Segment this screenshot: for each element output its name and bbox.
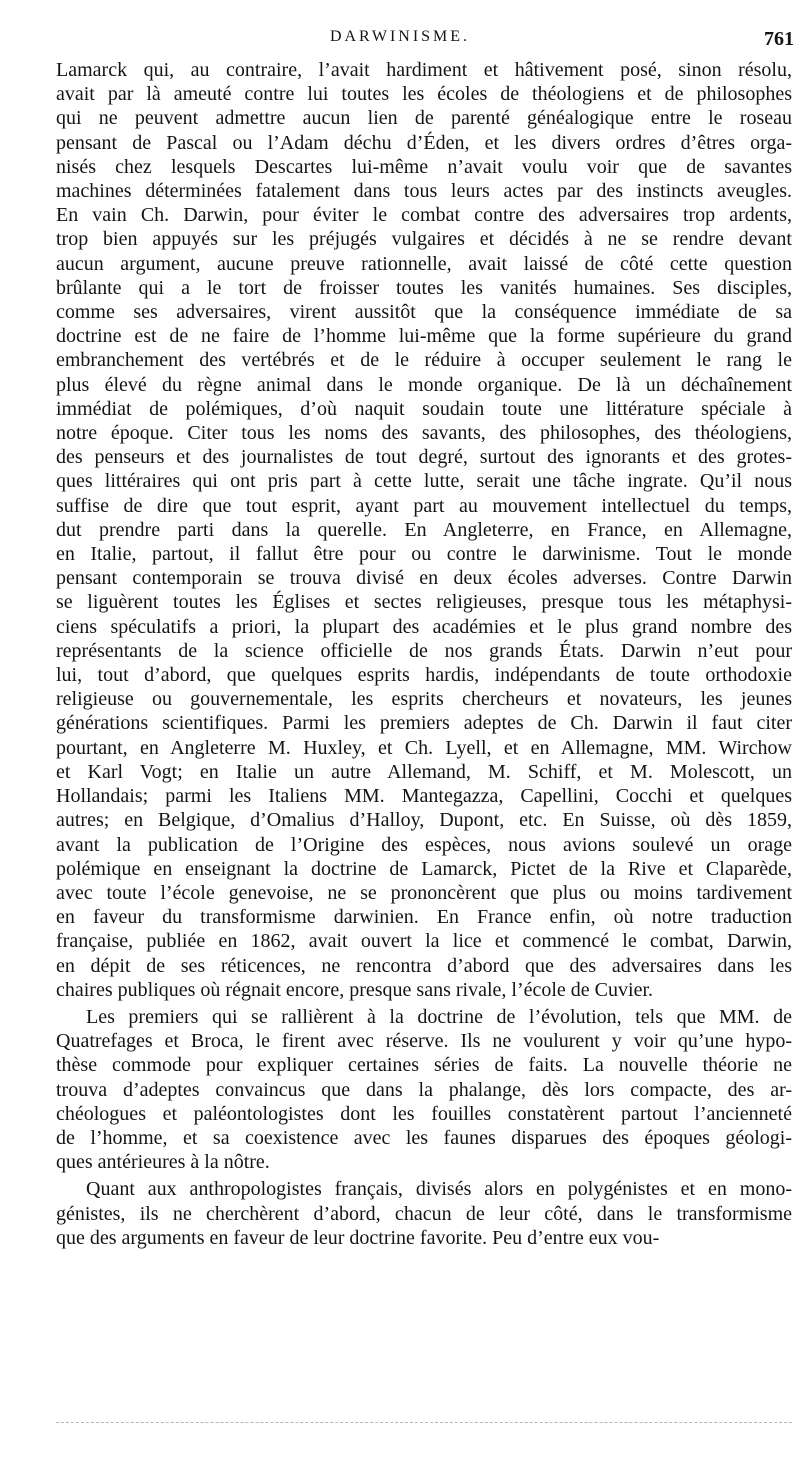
text-line: et Karl Vogt; en Italie un autre Allemand, M. Schiff, et M. Molescott, un xyxy=(56,760,792,783)
text-line: en Italie, partout, il fallut être pour ou contre le darwinisme. Tout le monde xyxy=(56,543,792,566)
paragraph-1 xyxy=(56,58,792,1002)
text-line: trouva d’adeptes convaincus que dans la phalange, dès lors compacte, des ar- xyxy=(56,1078,792,1101)
text-line: de l’homme, et sa coexistence avec les faunes disparues des époques géologi- xyxy=(56,1126,792,1149)
text-line: pensant de Pascal ou l’Adam déchu d’Éden, et les divers ordres d’êtres orga- xyxy=(56,131,792,154)
text-line: des penseurs et des journalistes de tout degré, surtout des ignorants et des grotes- xyxy=(56,446,792,469)
text-line: chaires publiques où régnait encore, presque sans rivale, l’école de Cuvier. xyxy=(56,978,654,1001)
page-number: 761 xyxy=(764,28,794,50)
text-line: aucun argument, aucune preuve rationnelle, avait laissé de côté cette question xyxy=(56,252,792,275)
text-line: trop bien appuyés sur les préjugés vulgaires et décidés à ne se rendre devant xyxy=(56,228,792,251)
text-line: en faveur du transformisme darwinien. En France enfin, où notre traduction xyxy=(56,906,792,929)
text-line: pensant contemporain se trouva divisé en deux écoles adverses. Contre Darwin xyxy=(56,567,792,590)
text-line: En vain Ch. Darwin, pour éviter le combat contre des adversaires trop ardents, xyxy=(56,204,792,227)
paragraph-3 xyxy=(56,1177,792,1250)
text-line: française, publiée en 1862, avait ouvert la lice et commencé le combat, Darwin, xyxy=(56,930,792,953)
text-line: Quatrefages et Broca, le firent avec réserve. Ils ne voulurent y voir qu’une hypo- xyxy=(56,1030,792,1053)
text-line: polémique en enseignant la doctrine de Lamarck, Pictet de la Rive et Claparède, xyxy=(56,857,792,880)
text-line: que des arguments en faveur de leur doctrine favorite. Peu d’entre eux vou- xyxy=(56,1226,660,1249)
text-line: brûlante qui a le tort de froisser toutes les vanités humaines. Ses disciples, xyxy=(56,276,792,299)
text-line: Hollandais; parmi les Italiens MM. Mantegazza, Capellini, Cocchi et quelques xyxy=(56,785,792,808)
text-line: Lamarck qui, au contraire, l’avait hardiment et hâtivement posé, sinon résolu, xyxy=(56,59,792,81)
text-line: chéologues et paléontologistes dont les fouilles constatèrent partout l’ancienneté xyxy=(56,1102,792,1125)
page-header xyxy=(0,28,800,56)
text-line: lui, tout d’abord, que quelques esprits hardis, indépendants de toute orthodoxie xyxy=(56,664,792,687)
text-line: Quant aux anthropologistes français, divisés alors en polygénistes et en mono- xyxy=(86,1178,792,1201)
text-line: autres; en Belgique, d’Omalius d’Halloy, Dupont, etc. En Suisse, où dès 1859, xyxy=(56,809,792,832)
text-line: se liguèrent toutes les Églises et sectes religieuses, presque tous les métaphysi- xyxy=(56,591,792,614)
text-line: avait par là ameuté contre lui toutes les écoles de théologiens et de philosophes xyxy=(56,83,792,106)
text-line: notre époque. Citer tous les noms des savants, des philosophes, des théologiens, xyxy=(56,422,792,445)
text-line: qui ne peuvent admettre aucun lien de parenté généalogique entre le roseau xyxy=(56,107,792,130)
text-line: ques antérieures à la nôtre. xyxy=(56,1151,270,1174)
text-line: suffise de dire que tout esprit, ayant part au mouvement intellectuel du temps, xyxy=(56,494,792,517)
text-line: représentants de la science officielle de nos grands États. Darwin n’eut pour xyxy=(56,639,792,662)
body-text xyxy=(56,58,792,1250)
text-line: embranchement des vertébrés et de le réduire à occuper seulement le rang le xyxy=(56,349,792,372)
paragraph-2 xyxy=(56,1005,792,1174)
text-line: thèse commode pour expliquer certaines séries de faits. La nouvelle théorie ne xyxy=(56,1054,792,1077)
text-line: doctrine est de ne faire de l’homme lui-même que la forme supérieure du grand xyxy=(56,325,792,348)
text-line: ques littéraires qui ont pris part à cette lutte, serait une tâche ingrate. Qu’il nous xyxy=(56,470,792,493)
text-line: ciens spéculatifs a priori, la plupart des académies et le plus grand nombre des xyxy=(56,615,792,638)
text-line: machines déterminées fatalement dans tous leurs actes par des instincts aveugles. xyxy=(56,180,792,203)
text-line: dut prendre parti dans la querelle. En Angleterre, en France, en Allemagne, xyxy=(56,518,792,541)
bottom-print-artifact xyxy=(56,1422,792,1424)
text-line: immédiat de polémiques, d’où naquit soudain toute une littérature spéciale à xyxy=(56,397,792,420)
text-line: générations scientifiques. Parmi les premiers adeptes de Ch. Darwin il faut citer xyxy=(56,712,792,735)
running-title: DARWINISME. xyxy=(329,28,471,45)
text-line: génistes, ils ne cherchèrent d’abord, chacun de leur côté, dans le transformisme xyxy=(56,1202,792,1225)
text-line: Les premiers qui se rallièrent à la doctrine de l’évolution, tels que MM. de xyxy=(86,1005,792,1028)
text-line: nisés chez lesquels Descartes lui-même n’avait voulu voir que de savantes xyxy=(56,155,792,178)
text-line: avant la publication de l’Origine des espèces, nous avions soulevé un orage xyxy=(56,833,792,856)
text-line: en dépit de ses réticences, ne rencontra d’abord que des adversaires dans les xyxy=(56,954,792,977)
text-line: avec toute l’école genevoise, ne se prononcèrent que plus ou moins tardivement xyxy=(56,881,792,904)
text-line: comme ses adversaires, virent aussitôt que la conséquence immédiate de sa xyxy=(56,301,792,324)
text-line: religieuse ou gouvernementale, les esprits chercheurs et novateurs, les jeunes xyxy=(56,688,792,711)
text-line: pourtant, en Angleterre M. Huxley, et Ch. Lyell, et en Allemagne, MM. Wirchow xyxy=(56,736,792,759)
text-line: plus élevé du règne animal dans le monde organique. De là un déchaînement xyxy=(56,373,792,396)
